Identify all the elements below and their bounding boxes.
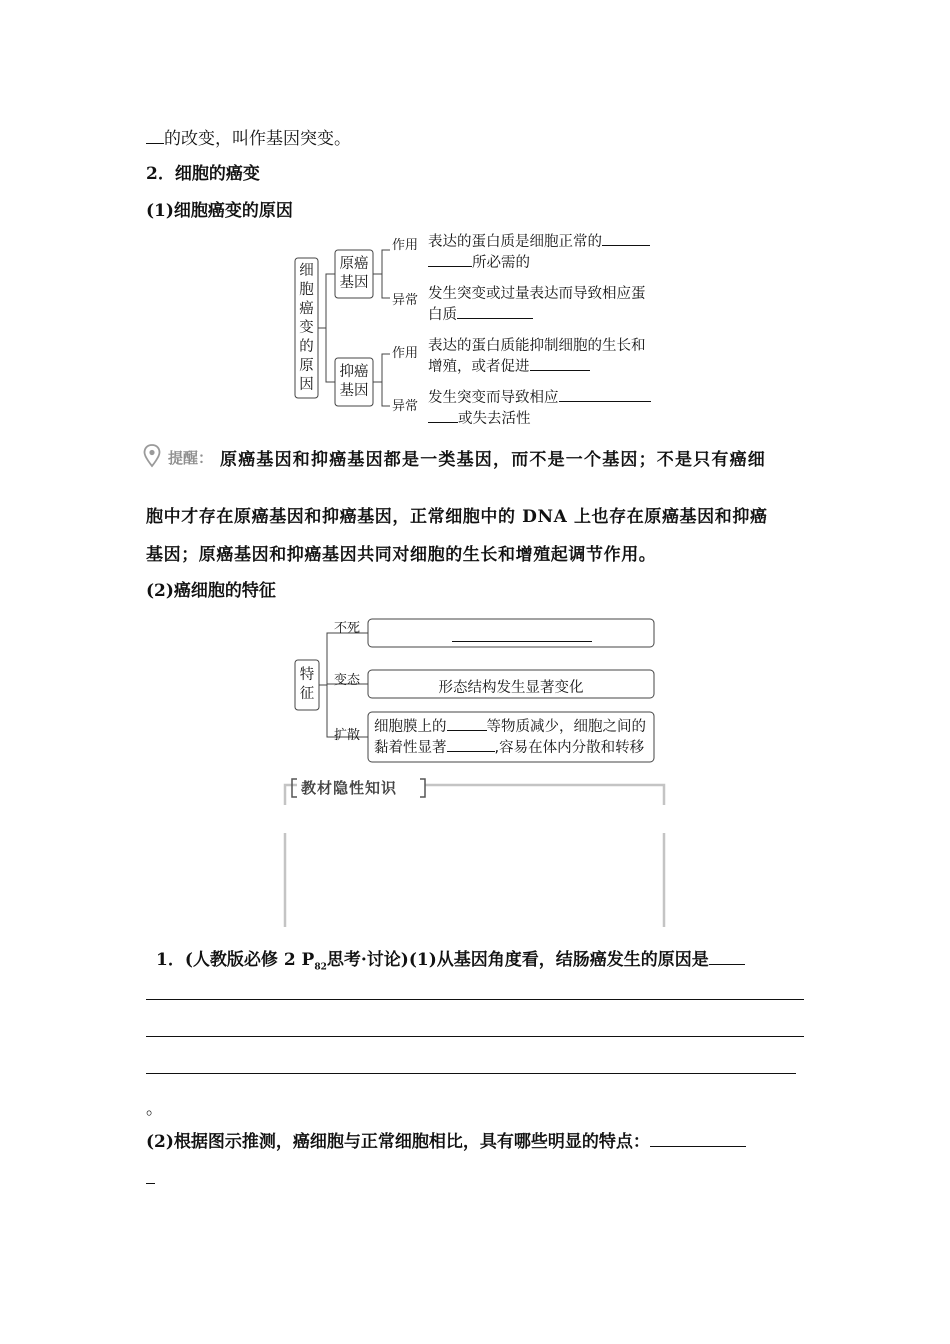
- supp-abn-text: [428, 387, 651, 429]
- spread-l2a: 黏着性显著: [374, 740, 447, 756]
- q2-text: (2)根据图示推测，癌细胞与正常细胞相比，具有哪些明显的特点：: [146, 1132, 650, 1152]
- answer-line[interactable]: [146, 1073, 796, 1074]
- answer-line[interactable]: [146, 1036, 804, 1037]
- spread-l1a: 细胞膜上的: [374, 719, 447, 735]
- answer-line[interactable]: [146, 999, 804, 1000]
- q1-src-c: 思考·讨论): [326, 950, 409, 970]
- supp-role-l2: 增殖，或者促进: [428, 359, 530, 375]
- proto-abn-l1: 发生突变或过量表达而导致相应蛋: [428, 286, 646, 302]
- features-diagram: [290, 612, 670, 772]
- q1-src-a: (人教版必修: [184, 950, 278, 970]
- blank: [146, 125, 164, 144]
- tip-line-3: 基因；原癌基因和抑癌基因共同对细胞的生长和增殖起调节作用。: [146, 545, 657, 565]
- q1-src-sub: 82: [314, 962, 327, 973]
- tip-icon: [143, 444, 161, 472]
- root-char: 的: [299, 339, 314, 355]
- branch-immortal-label: 不死: [334, 621, 361, 636]
- section2-title: 2．细胞的癌变: [146, 164, 260, 184]
- branch-morph-label: 变态: [334, 673, 361, 688]
- proto-abn-l2: 白质: [428, 307, 457, 323]
- supp-name-line: 抑癌: [339, 364, 369, 380]
- branch-spread-text: [374, 716, 646, 758]
- blank[interactable]: [650, 1128, 746, 1147]
- branch-immortal-blank: [452, 641, 592, 642]
- proto-role-l1: 表达的蛋白质是细胞正常的: [428, 234, 602, 250]
- proto-abn-label: 异常: [392, 293, 419, 308]
- tip-line-2a: 胞中才存在原癌基因和抑癌基因，正常细胞中的: [146, 507, 516, 527]
- blank: [447, 737, 495, 752]
- q1-line: [156, 946, 745, 979]
- branch-spread-label: 扩散: [334, 728, 361, 743]
- q2-line: [146, 1128, 746, 1154]
- supp-name-line: 基因: [339, 383, 369, 399]
- q1-text: (1)从基因角度看，结肠癌发生的原因是: [408, 950, 709, 970]
- proto-role-l2: 所必需的: [472, 255, 530, 271]
- supp-abn-label: 异常: [392, 399, 419, 414]
- answer-line[interactable]: [146, 1183, 155, 1184]
- intro-line: [146, 125, 351, 151]
- blank: [559, 387, 651, 402]
- q1-src-b: 2 P: [283, 950, 315, 970]
- proto-name-line: 原癌: [339, 256, 369, 272]
- blank: [447, 716, 487, 731]
- root-char: 细: [299, 263, 314, 279]
- supp-role-label: 作用: [392, 346, 419, 361]
- tip-label: 提醒：: [168, 449, 214, 467]
- proto-name-line: 基因: [339, 275, 369, 291]
- q1-number: 1．: [156, 950, 185, 970]
- root-char: 原: [299, 358, 314, 374]
- q1-end-mark: 。: [146, 1099, 163, 1119]
- cause-diagram: [290, 228, 670, 428]
- tip-dna: DNA: [522, 507, 568, 527]
- features-root: [295, 666, 319, 704]
- proto-role-label: 作用: [392, 238, 419, 253]
- proto-role-text: [428, 231, 650, 273]
- supp-role-text: [428, 336, 646, 377]
- blank[interactable]: [709, 946, 745, 965]
- blank: [530, 356, 590, 371]
- supp-role-l1: 表达的蛋白质能抑制细胞的生长和: [428, 338, 646, 354]
- knowledge-box: [283, 775, 667, 927]
- features-root-char: 特: [299, 667, 315, 683]
- blank: [457, 304, 533, 319]
- tip-line-2: [146, 505, 768, 529]
- blank: [602, 231, 650, 246]
- blank: [428, 252, 472, 267]
- sub1-title: (1)细胞癌变的原因: [146, 201, 293, 221]
- supp-abn-l1: 发生突变而导致相应: [428, 390, 559, 406]
- root-char: 癌: [299, 301, 314, 317]
- spread-l2b: ,容易在体内分散和转移: [494, 740, 645, 756]
- features-root-char: 征: [299, 686, 315, 702]
- pin-icon: [143, 444, 161, 468]
- tip-line-2b: 上也存在原癌基因和抑癌: [573, 507, 768, 527]
- proto-oncogene-box: [335, 255, 373, 293]
- blank: [428, 408, 458, 423]
- proto-abn-text: [428, 284, 646, 325]
- root-char: 胞: [299, 282, 314, 298]
- root-char: 因: [299, 377, 314, 393]
- suppressor-gene-box: [335, 363, 373, 401]
- tip-line-1: 原癌基因和抑癌基因都是一类基因，而不是一个基因；不是只有癌细: [220, 450, 766, 470]
- supp-abn-l2: 或失去活性: [458, 411, 531, 427]
- branch-morph-text: 形态结构发生显著变化: [438, 680, 584, 696]
- sub2-title: (2)癌细胞的特征: [146, 581, 276, 601]
- knowledge-box-title: 教材隐性知识: [301, 779, 398, 797]
- intro-text: 的改变，叫作基因突变。: [164, 129, 351, 149]
- root-char: 变: [299, 320, 314, 336]
- spread-l1b: 等物质减少，细胞之间的: [486, 719, 646, 735]
- root-label: [295, 262, 318, 395]
